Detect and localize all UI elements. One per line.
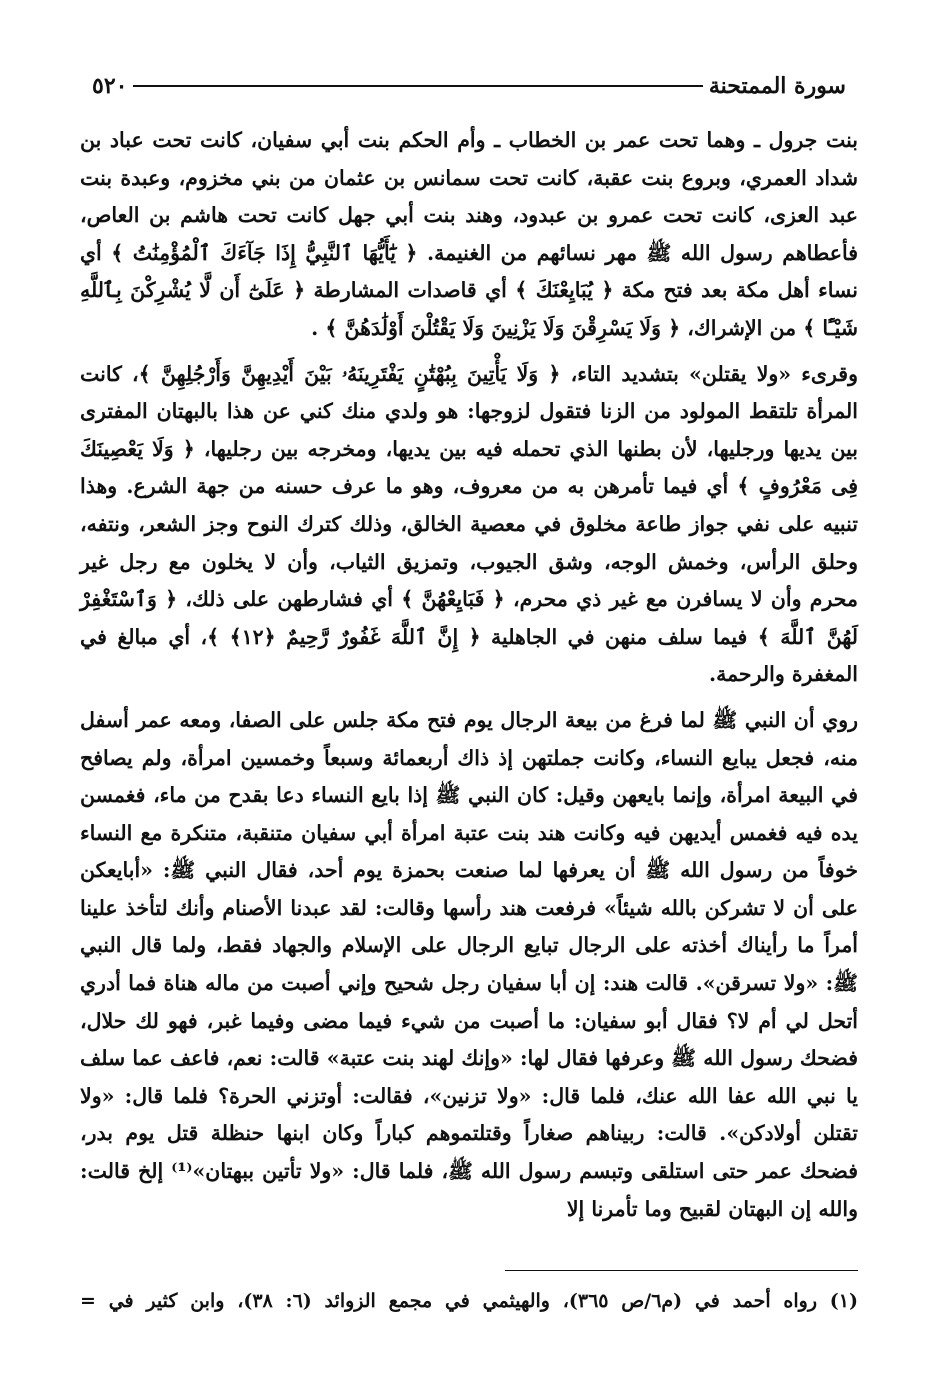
header-rule — [133, 85, 702, 87]
footnote: (١) رواه أحمد في (م٦/ص ٣٦٥)، والهيثمي في مجمع الزوائد (٦: ٣٨)، وابن كثير في = — [80, 1290, 859, 1312]
paragraph-1: بنت جرول ـ وهما تحت عمر بن الخطاب ـ وأم الحكم بنت أبي سفيان، كانت تحت عباد بن شداد العمري، وبروع بنت عقبة، كانت تحت سمانس بن عثمان من بني مخزوم، وعبدة بنت عبد العزى، كانت تحت عمرو بن عبدود، وهند بنت أبي جهل كانت تحت هاشم بن العاص، فأعطاهم رسول الله ﷺ مهر نسائهم من الغنيمة. ﴿ يَٰٓأَيُّهَا ٱلنَّبِيُّ إِذَا جَآءَكَ ٱلْمُؤْمِنَٰتُ ﴾ أي نساء أهل مكة بعد فتح مكة ﴿ يُبَايِعْنَكَ ﴾ أي قاصدات المشارطة ﴿ عَلَىٰٓ أَن لَّا يُشْرِكْنَ بِٱللَّهِ شَيْـًٔا ﴾ من الإشراك، ﴿ وَلَا يَسْرِقْنَ وَلَا يَزْنِينَ وَلَا يَقْتُلْنَ أَوْلَٰدَهُنَّ ﴾ . — [80, 128, 858, 340]
page-header — [80, 68, 858, 104]
main-text — [80, 122, 858, 1236]
footnote-separator — [505, 1270, 858, 1271]
paragraph-3: روي أن النبي ﷺ لما فرغ من بيعة الرجال يوم فتح مكة جلس على الصفا، ومعه عمر أسفل منه، فجعل يبايع النساء، وكانت جملتهن إذ ذاك أربعمائة وسبعاً وخمسين امرأة، ولم يصافح في البيعة امرأة، وإنما بايعهن وقيل: كان النبي ﷺ إذا بايع النساء دعا بقدح من ماء، فغمسن يده فيه فغمس أيديهن فيه وكانت هند بنت عتبة امرأة أبي سفيان متنقبة، متنكرة مع النساء خوفاً من رسول الله ﷺ أن يعرفها لما صنعت بحمزة يوم أحد، فقال النبي ﷺ: «أبايعكن على أن لا تشركن بالله شيئاً» فرفعت هند رأسها وقالت: لقد عبدنا الأصنام وأنك لتأخذ علينا أمراً ما رأيناك أخذته على الرجال تبايع الرجال على الإسلام والجهاد فقط، ولما قال النبي ﷺ: «ولا تسرقن». قالت هند: إن أبا سفيان رجل شحيح وإني أصبت من ماله هناة فما أدري أتحل لي أم لا؟ فقال أبو سفيان: ما أصبت من شيء فيما مضى وفيما غبر، فهو لك حلال، فضحك رسول الله ﷺ وعرفها فقال لها: «وإنك لهند بنت عتبة» قالت: نعم، فاعف عما سلف يا نبي الله عفا الله عنك، فلما قال: «ولا تزنين»، فقالت: أوتزني الحرة؟ فلما قال: «ولا تقتلن أولادكن». قالت: ربيناهم صغاراً وقتلتموهم كباراً وكان ابنها حنظلة قتل يوم بدر، فضحك عمر حتى استلقى وتبسم رسول الله ﷺ، فلما قال: «ولا تأتين ببهتان»⁽¹⁾ إلخ قالت: والله إن البهتان لقبيح وما تأمرنا إلا — [80, 707, 858, 1221]
surah-title: سورة الممتحنة — [708, 73, 846, 99]
paragraph-2: وقرىء «ولا يقتلن» بتشديد التاء، ﴿ وَلَا يَأْتِينَ بِبُهْتَٰنٍ يَفْتَرِينَهُۥ بَيْنَ أَيْدِيهِنَّ وَأَرْجُلِهِنَّ ﴾، كانت المرأة تلتقط المولود من الزنا فتقول لزوجها: هو ولدي منك كني عن هذا بالبهتان المفترى بين يديها ورجليها، لأن بطنها الذي تحمله فيه بين يديها، ومخرجه بين رجليها، ﴿ وَلَا يَعْصِينَكَ فِى مَعْرُوفٍ ﴾ أي فيما تأمرهن به من معروف، وهو ما عرف حسنه من جهة الشرع. وهذا تنبيه على نفي جواز طاعة مخلوق في معصية الخالق، وذلك كترك النوح وجز الشعر، ونتفه، وحلق الرأس، وخمش الوجه، وشق الجيوب، وتمزيق الثياب، وأن لا يخلون مع رجل غير محرم وأن لا يسافرن مع غير ذي محرم، ﴿ فَبَايِعْهُنَّ ﴾ أي فشارطهن على ذلك، ﴿ وَٱسْتَغْفِرْ لَهُنَّ ٱللَّهَ ﴾ فيما سلف منهن في الجاهلية ﴿ إِنَّ ٱللَّهَ غَفُورٌ رَّحِيمٌ ﴿١٢﴾ ﴾، أي مبالغ في المغفرة والرحمة. — [80, 361, 858, 687]
page-number: ٥٢٠ — [92, 73, 128, 99]
